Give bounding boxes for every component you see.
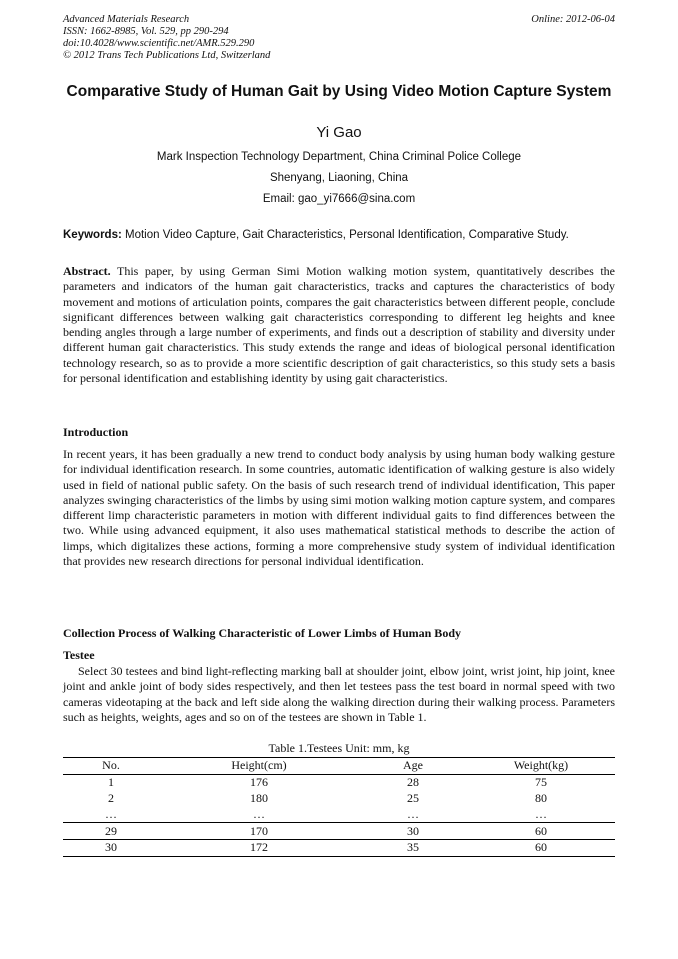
testee-text: Select 30 testees and bind light-reflecting marking ball at shoulder joint, elbow joint, wrist joint, hip joint, knee joint and ankle joint of body sides respectively, and then let testees pass the test board in normal speed with two cameras videotaping at the back and left side along the walking direction during their walking process. Parameters such as heights, weights, ages and so on of the testees are shown in Table 1. [63, 664, 615, 724]
table-cell: 1 [108, 775, 114, 790]
table-cell: 172 [250, 840, 268, 855]
table-cell: 25 [407, 790, 419, 805]
table-cell: 30 [105, 840, 117, 855]
table-cell: 60 [535, 840, 547, 855]
keywords-text: Motion Video Capture, Gait Characteristics, Personal Identification, Comparative Study. [121, 229, 569, 241]
section-heading: Collection Process of Walking Characteristic of Lower Limbs of Human Body [63, 626, 461, 640]
table-cell: 180 [250, 790, 268, 805]
table-cell: 75 [535, 775, 547, 790]
subsection-heading: Testee [63, 648, 95, 662]
author-name: Yi Gao [316, 124, 362, 141]
table-cell: … [535, 806, 547, 821]
abstract-label: Abstract. [63, 264, 111, 278]
email: Email: gao_yi7666@sina.com [262, 193, 416, 205]
table-cell: … [407, 806, 419, 821]
testees-table [63, 757, 615, 857]
journal-name: Advanced Materials Research [63, 14, 190, 25]
column-header: No. [102, 758, 120, 773]
keywords [63, 229, 615, 241]
table-cell: … [105, 806, 117, 821]
table-cell: 176 [250, 775, 268, 790]
table-row [63, 839, 615, 856]
introduction-heading: Introduction [63, 425, 129, 439]
table-cell: 170 [250, 823, 268, 838]
doi: doi:10.4028/www.scientific.net/AMR.529.290 [63, 38, 255, 49]
table-cell: 2 [108, 790, 114, 805]
column-header: Height(cm) [231, 758, 287, 773]
introduction-text: In recent years, it has been gradually a new trend to conduct body analysis by using human body walking gesture for individual identification research. In some countries, automatic identification of walking gesture is also widely used in field of national public safety. On the basis of such research trend of individual identification, This paper analyzes swinging characteristics of the limbs by using simi motion walking motion capture system, and compares different limp characteristic parameters in motion with different individual gaits to find differences between the two. While using advanced equipment, it also uses mathematical statistical methods to describe the action of limps, which digitalizes these actions, forming a more comprehensive study system of individual identification that provides new research directions for personal individual identification. [63, 447, 615, 569]
table-cell: … [253, 806, 265, 821]
affiliation: Mark Inspection Technology Department, China Criminal Police College [156, 151, 522, 163]
abstract [63, 264, 615, 386]
table-row [63, 774, 615, 790]
table-cell: 35 [407, 840, 419, 855]
column-header: Weight(kg) [513, 758, 569, 773]
copyright: © 2012 Trans Tech Publications Ltd, Switzerland [63, 50, 271, 61]
table-row [63, 823, 615, 840]
location: Shenyang, Liaoning, China [269, 172, 409, 184]
table-row [63, 806, 615, 822]
abstract-text: This paper, by using German Simi Motion walking motion system, quantitatively describes the parameters and indicators of the human gait characteristics, tracks and captures the characteristics of body movement and motions of articulation points, compares the gait characteristics between different people, conclude significant differences between walking gait characteristics corresponding to different leg heights and knee bending angles through a large number of experiments, and finds out a description of stability and diversity under different human gait characteristics. This study extends the range and ideas of biological personal identification technology research, so as to provide a more scientific description of gait characteristics, so this study sets a basis for personal identification and establishing identity by using gait characteristics. [63, 264, 615, 386]
journal-header [63, 14, 615, 62]
table-cell: 30 [407, 823, 419, 838]
issn: ISSN: 1662-8985, Vol. 529, pp 290-294 [63, 26, 229, 37]
table-caption: Table 1.Testees Unit: mm, kg [268, 741, 410, 755]
table-header-row [63, 758, 615, 775]
table-cell: 80 [535, 790, 547, 805]
table-cell: 60 [535, 823, 547, 838]
online-date: Online: 2012-06-04 [531, 14, 615, 25]
table-cell: 29 [105, 823, 117, 838]
table-row [63, 791, 615, 807]
table-cell: 28 [407, 775, 419, 790]
keywords-label: Keywords: [63, 229, 122, 241]
paper-title: Comparative Study of Human Gait by Using Video Motion Capture System [66, 83, 612, 100]
column-header: Age [403, 758, 423, 773]
